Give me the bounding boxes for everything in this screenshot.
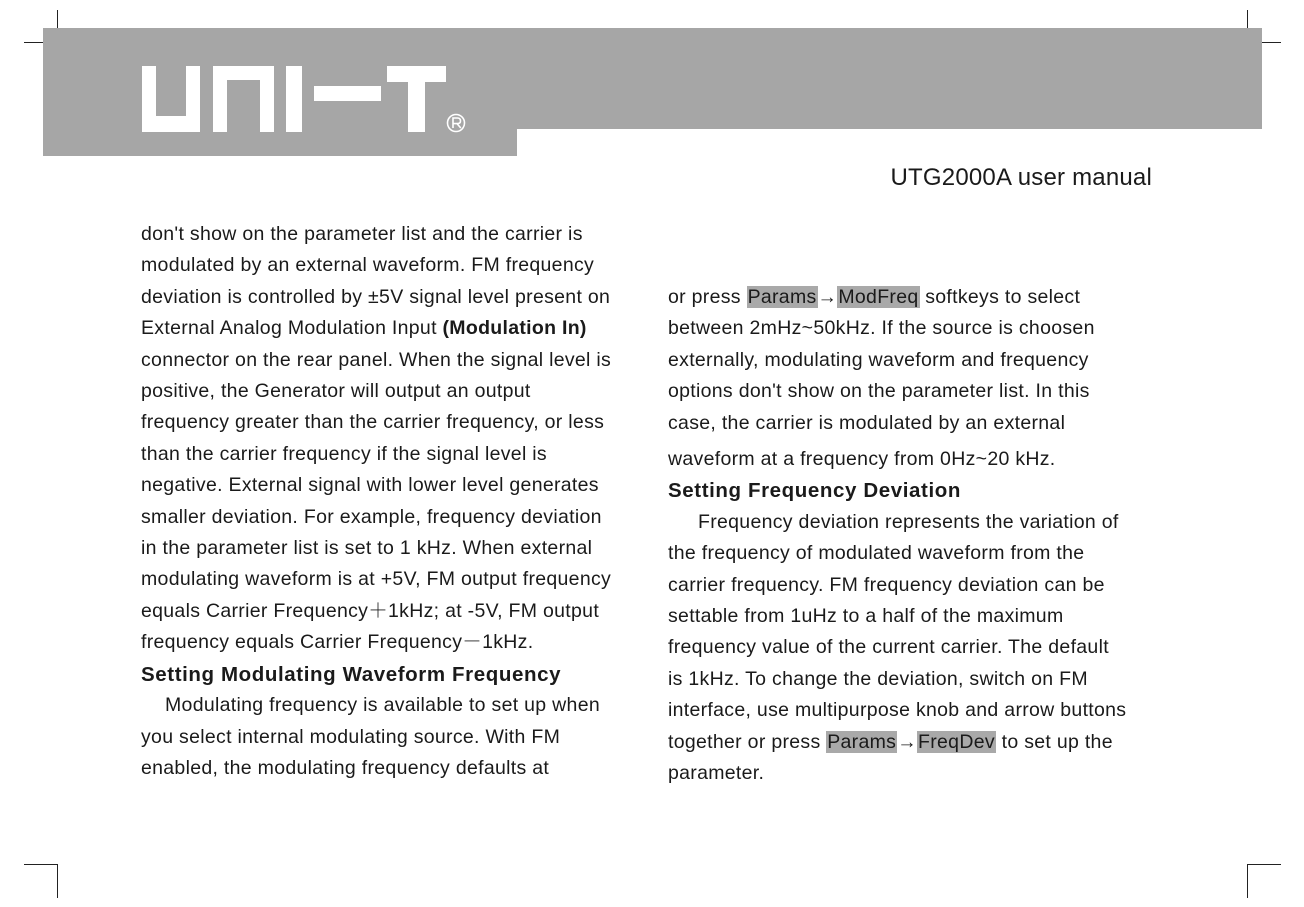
text-line: don't show on the parameter list and the carrier is — [141, 223, 583, 245]
text-line: equals Carrier Frequency＋1kHz; at -5V, FM output — [141, 599, 600, 622]
text-line: enabled, the modulating frequency defaults at — [141, 756, 550, 779]
text-fragment: to set up the — [995, 730, 1113, 753]
text-line: Frequency deviation represents the variation of — [698, 510, 1119, 533]
text-fragment: or press — [668, 286, 747, 308]
arrow-icon: → — [897, 730, 918, 753]
text-line: Modulating frequency is available to set up when — [165, 694, 600, 717]
crop-mark — [1247, 864, 1281, 865]
text-line: is 1kHz. To change the deviation, switch on FM — [668, 667, 1088, 690]
text-line: waveform at a frequency from 0Hz~20 kHz. — [668, 448, 1056, 471]
text-line: frequency equals Carrier Frequency－1kHz. — [141, 631, 534, 654]
text-line: modulating waveform is at +5V, FM output frequency — [141, 568, 612, 591]
section-heading: Setting Modulating Waveform Frequency — [141, 662, 562, 686]
uni-t-logo-icon — [140, 64, 470, 136]
text-line: connector on the rear panel. When the signal level is — [141, 348, 612, 371]
text-line: frequency value of the current carrier. The default — [668, 636, 1109, 659]
text-line: deviation is controlled by ±5V signal level present on — [141, 285, 611, 308]
crop-mark — [1247, 864, 1248, 898]
text-line — [668, 282, 1188, 313]
text-line: in the parameter list is set to 1 kHz. When external — [141, 537, 593, 560]
text-line: between 2mHz~50kHz. If the source is choosen — [668, 317, 1095, 340]
left-column — [141, 219, 661, 784]
softkey-params: Params — [827, 730, 897, 753]
text-line: you select internal modulating source. With FM — [141, 725, 561, 748]
text-line: modulated by an external waveform. FM frequency — [141, 254, 595, 277]
text-line: interface, use multipurpose knob and arrow buttons — [668, 699, 1127, 722]
text-line: settable from 1uHz to a half of the maximum — [668, 605, 1064, 628]
text-line — [668, 727, 1188, 758]
arrow-icon: → — [817, 286, 838, 308]
softkey-params: Params — [747, 286, 817, 308]
brand-logo — [140, 64, 470, 136]
section-heading: Setting Frequency Deviation — [668, 479, 961, 503]
connector-name: (Modulation In) — [442, 317, 587, 340]
text-fragment: External Analog Modulation Input — [141, 317, 443, 340]
right-column — [668, 282, 1188, 790]
text-line: case, the carrier is modulated by an external — [668, 411, 1066, 434]
text-line: parameter. — [668, 762, 765, 785]
manual-title: UTG2000A user manual — [890, 164, 1152, 191]
text-line: smaller deviation. For example, frequency deviation — [141, 505, 602, 528]
text-line — [141, 313, 661, 344]
softkey-freqdev: FreqDev — [918, 730, 995, 753]
crop-mark — [24, 864, 57, 865]
text-line: than the carrier frequency if the signal level is — [141, 442, 547, 465]
text-line: frequency greater than the carrier frequency, or less — [141, 411, 605, 434]
text-fragment: softkeys to select — [919, 286, 1081, 308]
text-line: negative. External signal with lower level generates — [141, 474, 599, 497]
softkey-modfreq: ModFreq — [838, 286, 919, 308]
text-line: externally, modulating waveform and frequency — [668, 348, 1089, 371]
text-line: the frequency of modulated waveform from the — [668, 542, 1085, 565]
crop-mark — [57, 864, 58, 898]
text-line: carrier frequency. FM frequency deviation can be — [668, 573, 1105, 596]
text-line: positive, the Generator will output an output — [141, 380, 531, 403]
text-fragment: together or press — [668, 730, 827, 753]
text-line: options don't show on the parameter list. In this — [668, 380, 1090, 403]
